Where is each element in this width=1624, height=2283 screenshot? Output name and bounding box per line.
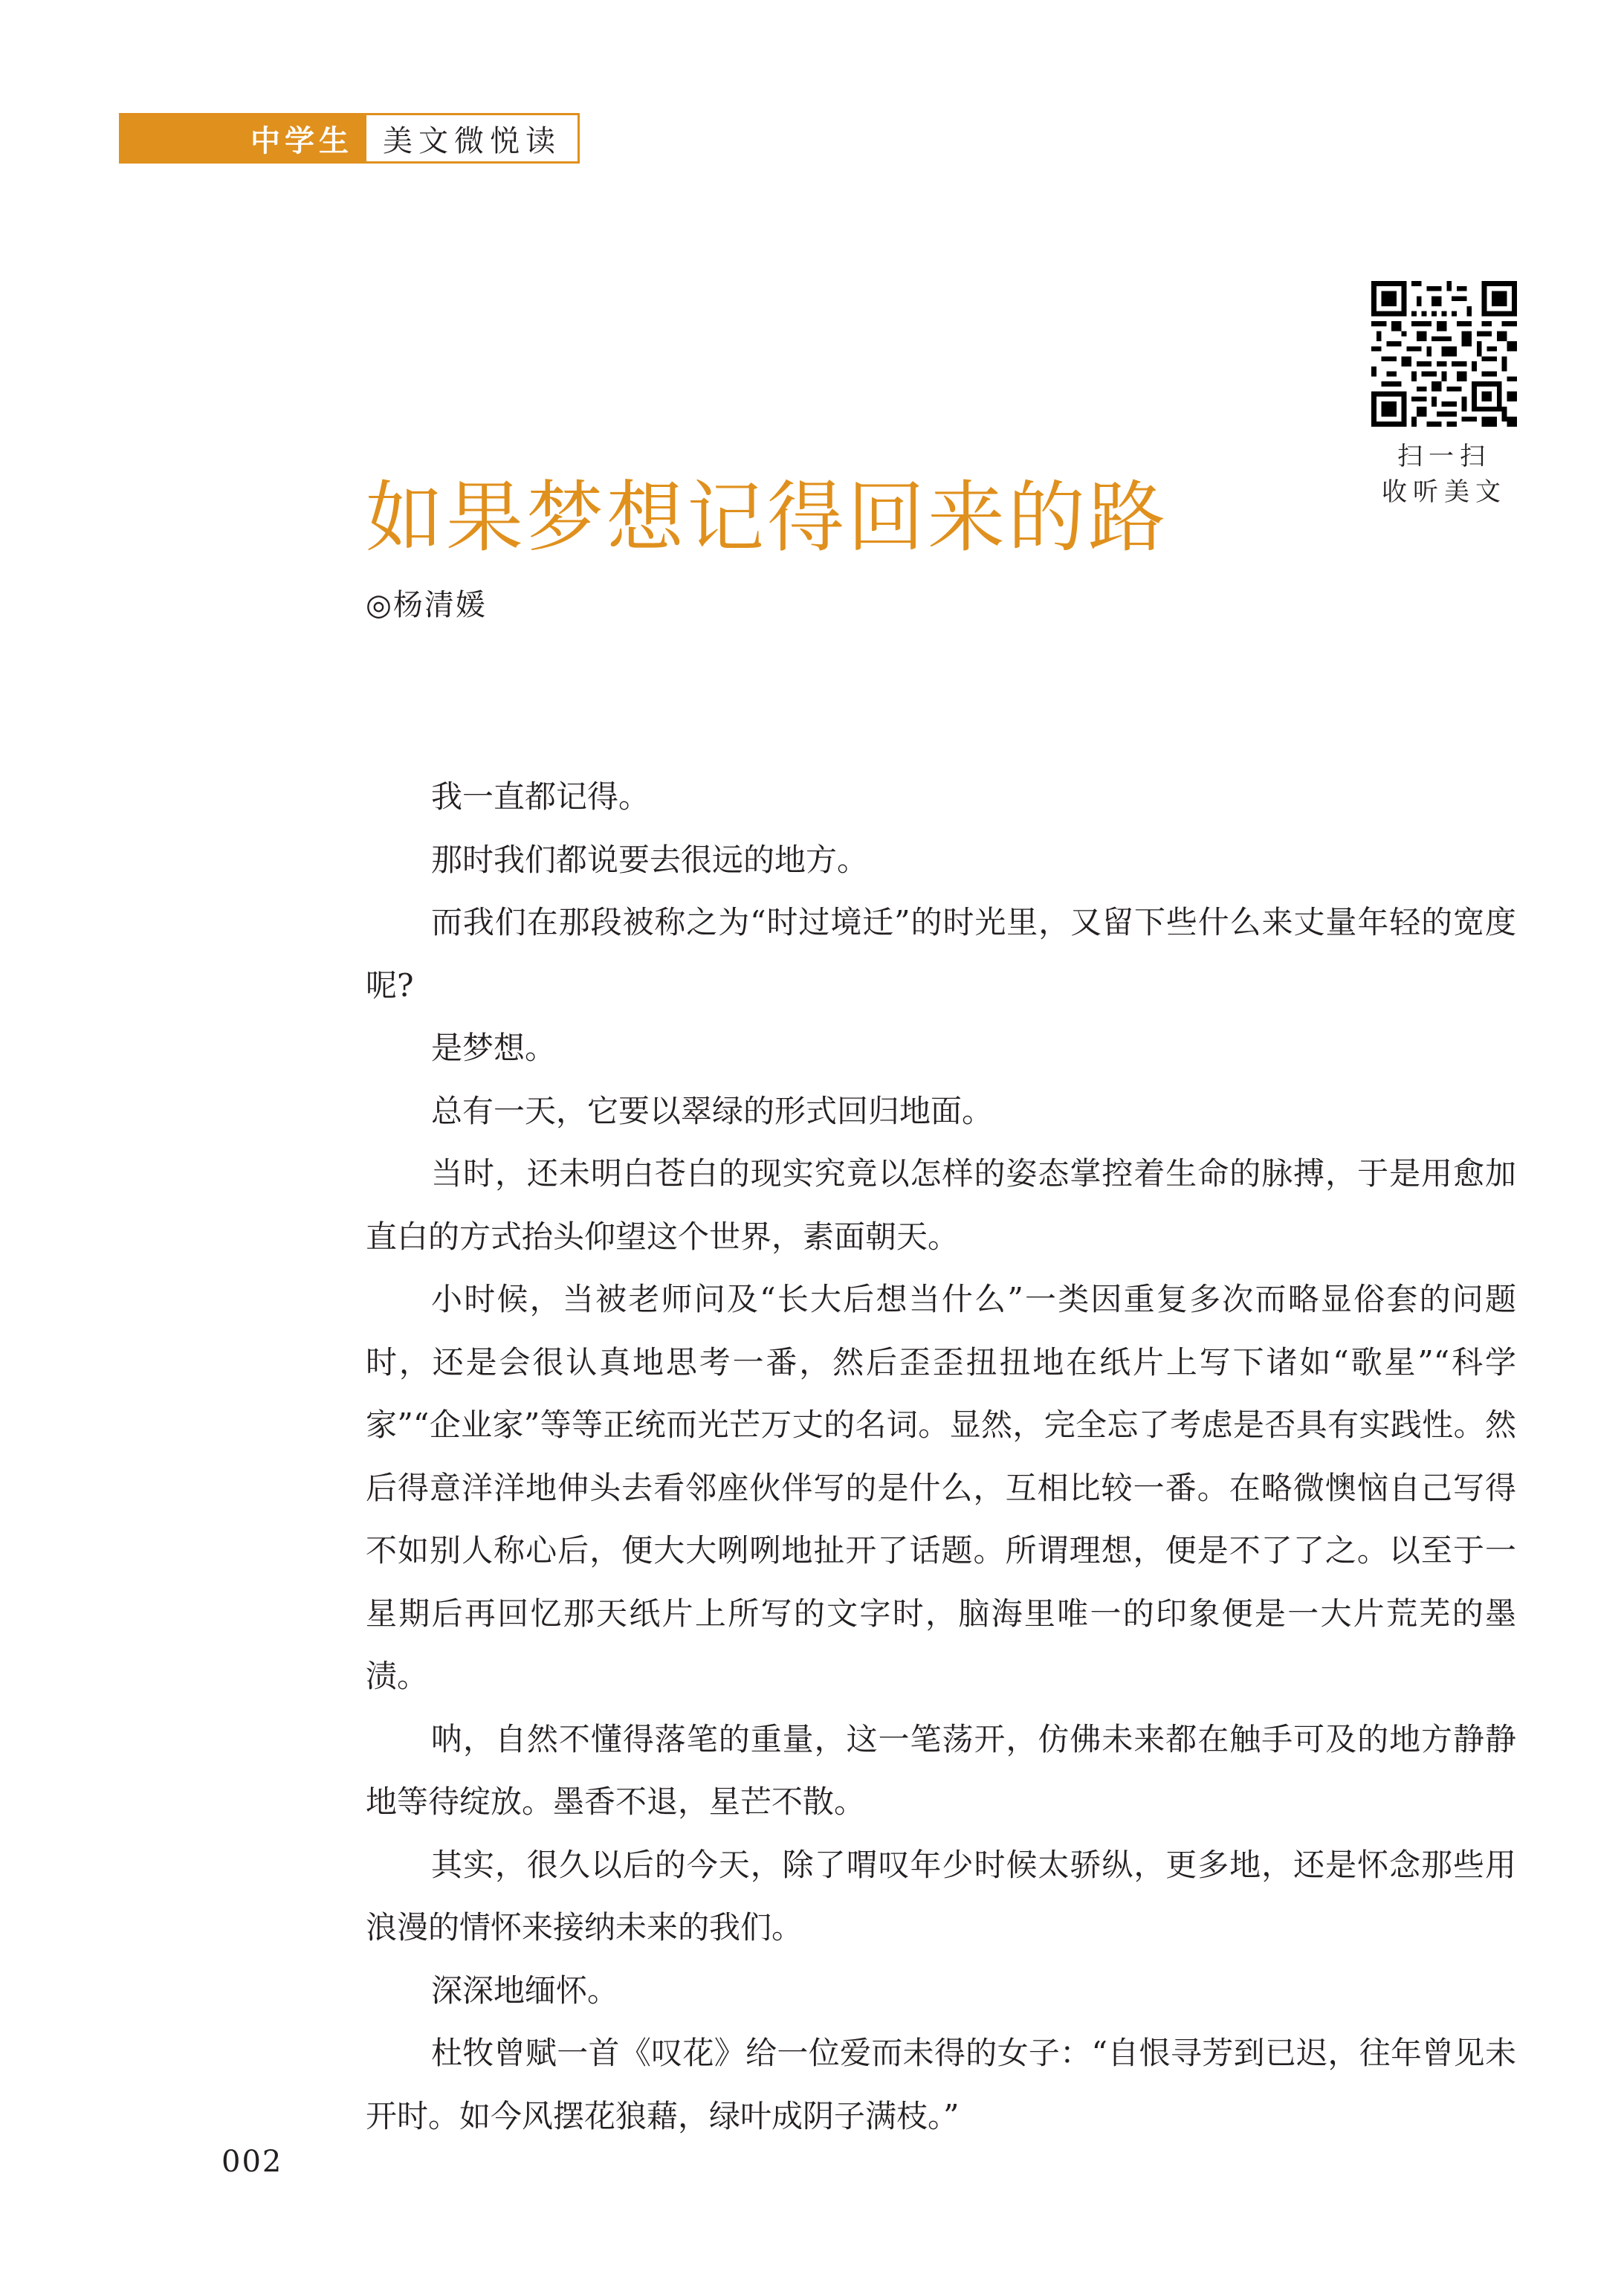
paragraph: 其实，很久以后的今天，除了喟叹年少时候太骄纵，更多地，还是怀念那些用浪漫的情怀来接纳未来的我们。 <box>366 1846 1516 1945</box>
article-title: 如果梦想记得回来的路 <box>366 472 1169 563</box>
paragraph: 当时，还未明白苍白的现实究竟以怎样的姿态掌控着生命的脉搏，于是用愈加直白的方式抬头仰望这个世界，素面朝天。 <box>366 1155 1516 1255</box>
column-label: 美文微悦读 <box>366 115 578 161</box>
paragraph: 总有一天，它要以翠绿的形式回归地面。 <box>431 1092 994 1129</box>
series-label: 中学生 <box>121 115 366 161</box>
paragraph: 而我们在那段被称之为“时过境迁”的时光里，又留下些什么来丈量年轻的宽度呢? <box>366 904 1516 1004</box>
paragraph: 深深地缅怀。 <box>431 1972 619 2009</box>
paragraph: 杜牧曾赋一首《叹花》给一位爱而未得的女子：“自恨寻芳到已迟，往年曾见未开时。如今风摆花狼藉，绿叶成阴子满枝。” <box>366 2035 1516 2134</box>
qr-caption-line2: 收听美文 <box>1382 477 1507 507</box>
paragraph: 呐，自然不懂得落笔的重量，这一笔荡开，仿佛未来都在触手可及的地方静静地等待绽放。墨香不退，星芒不散。 <box>366 1720 1516 1820</box>
qr-caption <box>1353 439 1536 510</box>
article-author: ◎杨清媛 <box>366 588 487 622</box>
paragraph: 小时候，当被老师问及“长大后想当什么”一类因重复多次而略显俗套的问题时，还是会很认真地思考一番，然后歪歪扭扭地在纸片上写下诸如“歌星”“科学家”“企业家”等等正统而光芒万丈的名词。显然，完全忘了考虑是否具有实践性。然后得意洋洋地伸头去看邻座伙伴写的是什么，互相比较一番。在略微懊恼自己写得不如别人称心后，便大大咧咧地扯开了话题。所谓理想，便是不了了之。以至于一星期后再回忆那天纸片上所写的文字时，脑海里唯一的印象便是一大片荒芜的墨渍。 <box>366 1281 1516 1694</box>
paragraph: 是梦想。 <box>431 1030 557 1066</box>
article-body <box>366 766 1516 2148</box>
qr-caption-line1: 扫一扫 <box>1397 442 1491 471</box>
paragraph: 那时我们都说要去很远的地方。 <box>431 841 869 878</box>
running-header <box>119 113 580 164</box>
page-number: 002 <box>221 2145 283 2179</box>
qr-code-icon[interactable] <box>1371 281 1517 427</box>
paragraph: 我一直都记得。 <box>431 778 650 815</box>
